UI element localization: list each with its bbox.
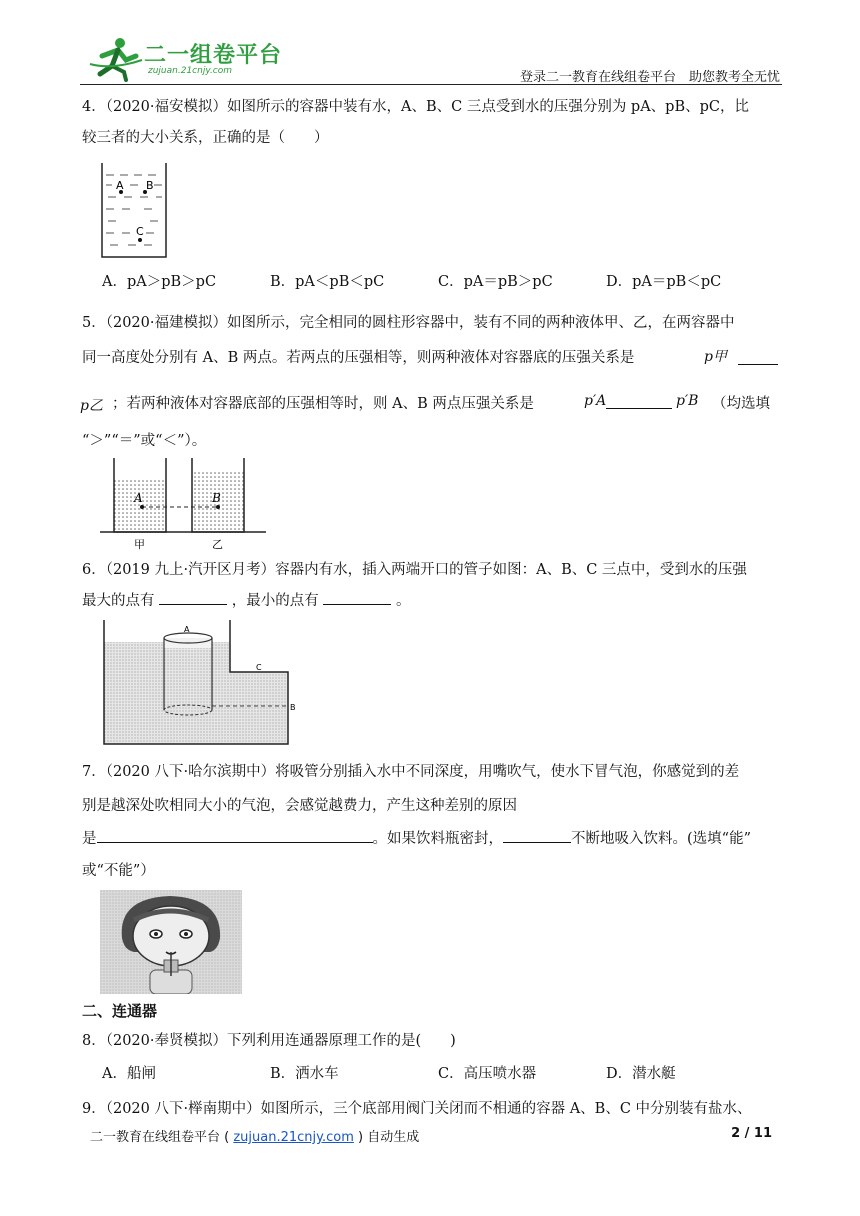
- q5-blank-1[interactable]: [738, 350, 778, 365]
- q9-line-1: 9．（2020 八下·榉南期中）如图所示，三个底部用阀门关闭而不相通的容器 A、B、C 中分别装有盐水、: [82, 1101, 752, 1117]
- q6-text-a: 最大的点有: [82, 593, 155, 609]
- q7-text-c: 不断地吸入饮料。(选填“能”: [571, 831, 751, 847]
- q5-label-b: B: [212, 491, 221, 505]
- q5-line-3-end: （均选填: [712, 396, 770, 412]
- q7-line-2: 别是越深处吹相同大小的气泡，会感觉越费力，产生这种差别的原因: [82, 798, 517, 814]
- q4-label-b: B: [146, 179, 154, 192]
- q4-option-d[interactable]: D．pA＝pB＜pC: [606, 274, 722, 290]
- logo-title: 二一组卷平台: [144, 43, 283, 68]
- q8-option-d[interactable]: D．潜水艇: [606, 1066, 676, 1082]
- logo-subtitle: zujuan.21cnjy.com: [148, 66, 233, 76]
- q8-option-c[interactable]: C．高压喷水器: [438, 1066, 537, 1082]
- section-title-connected-vessels: 二、连通器: [82, 1002, 158, 1020]
- q6-label-a: A: [184, 625, 190, 634]
- q6-label-c: C: [256, 663, 262, 672]
- footer-prefix: 二一教育在线组卷平台 (: [90, 1130, 230, 1145]
- q8-option-a[interactable]: A．船闸: [102, 1066, 156, 1082]
- site-logo: [82, 30, 282, 82]
- q4-label-a: A: [116, 179, 124, 192]
- q7-line-3: [82, 824, 751, 855]
- q4-option-b[interactable]: B．pA＜pB＜pC: [270, 274, 385, 290]
- q7-line-1: 7．（2020 八下·哈尔滨期中）将吸管分别插入水中不同深度，用嘴吹气，使水下冒气泡，你感觉到的差: [82, 764, 740, 780]
- q7-girl-drinking-figure: [100, 890, 242, 994]
- q6-text-b: ，最小的点有: [231, 593, 319, 609]
- q4-line-2: 较三者的大小关系，正确的是（ ）: [82, 130, 329, 146]
- q4-option-a[interactable]: A．pA＞pB＞pC: [102, 274, 217, 290]
- q8-options: [102, 1062, 782, 1090]
- header-divider: [80, 84, 782, 85]
- page-number: 2 / 11: [731, 1126, 772, 1141]
- q5-p-yi: p乙: [80, 398, 103, 414]
- q7-blank-can[interactable]: [503, 828, 571, 843]
- q8-line-1: 8．（2020·奉贤模拟）下列利用连通器原理工作的是( ): [82, 1033, 456, 1049]
- q7-line-4: 或“不能”）: [82, 863, 155, 879]
- q7-blank-reason[interactable]: [97, 828, 373, 843]
- q4-options: [102, 270, 782, 298]
- q6-label-b: B: [290, 703, 296, 712]
- q5-label-a: A: [134, 491, 143, 505]
- q7-text-b: 。如果饮料瓶密封，: [372, 831, 503, 847]
- q5-two-containers-figure: [98, 456, 270, 552]
- q6-line-2: [82, 586, 410, 617]
- header-slogan: 登录二一教育在线组卷平台 助您教考全无忧: [519, 70, 780, 85]
- q5-label-yi: 乙: [212, 538, 223, 551]
- q5-line-4: “＞”“＝”或“＜”）。: [82, 433, 207, 449]
- q6-line-1: 6．（2019 九上·汽开区月考）容器内有水，插入两端开口的管子如图：A、B、C 三点中，受到水的压强: [82, 562, 747, 578]
- q4-container-figure: [100, 163, 170, 259]
- q5-p-b-prime: p′B: [676, 393, 699, 409]
- q8-option-b[interactable]: B．洒水车: [270, 1066, 339, 1082]
- footer-source: [90, 1126, 419, 1145]
- q5-p-jia: p甲: [704, 349, 727, 365]
- q4-option-c[interactable]: C．pA＝pB＞pC: [438, 274, 553, 290]
- q5-label-jia: 甲: [134, 538, 145, 551]
- q6-blank-min[interactable]: [323, 590, 391, 605]
- q5-blank-2[interactable]: [606, 394, 672, 409]
- q6-blank-max[interactable]: [159, 590, 227, 605]
- footer-suffix: ) 自动生成: [358, 1130, 420, 1145]
- q5-line-2: 同一高度处分别有 A、B 两点。若两点的压强相等，则两种液体对容器底的压强关系是: [82, 350, 635, 366]
- q5-p-a-prime: p′A: [584, 393, 607, 409]
- q5-line-3: ；若两种液体对容器底部的压强相等时，则 A、B 两点压强关系是: [112, 396, 534, 412]
- q4-label-c: C: [136, 225, 144, 238]
- q4-line-1: 4．（2020·福安模拟）如图所示的容器中装有水，A、B、C 三点受到水的压强分别为 pA、pB、pC，比: [82, 99, 749, 115]
- q6-tube-figure: [98, 620, 298, 748]
- q6-text-c: 。: [395, 593, 411, 609]
- footer-link[interactable]: zujuan.21cnjy.com: [233, 1130, 354, 1145]
- q5-line-1: 5．（2020·福建模拟）如图所示，完全相同的圆柱形容器中，装有不同的两种液体甲、乙，在两容器中: [82, 315, 735, 331]
- q7-text-a: 是: [82, 831, 97, 847]
